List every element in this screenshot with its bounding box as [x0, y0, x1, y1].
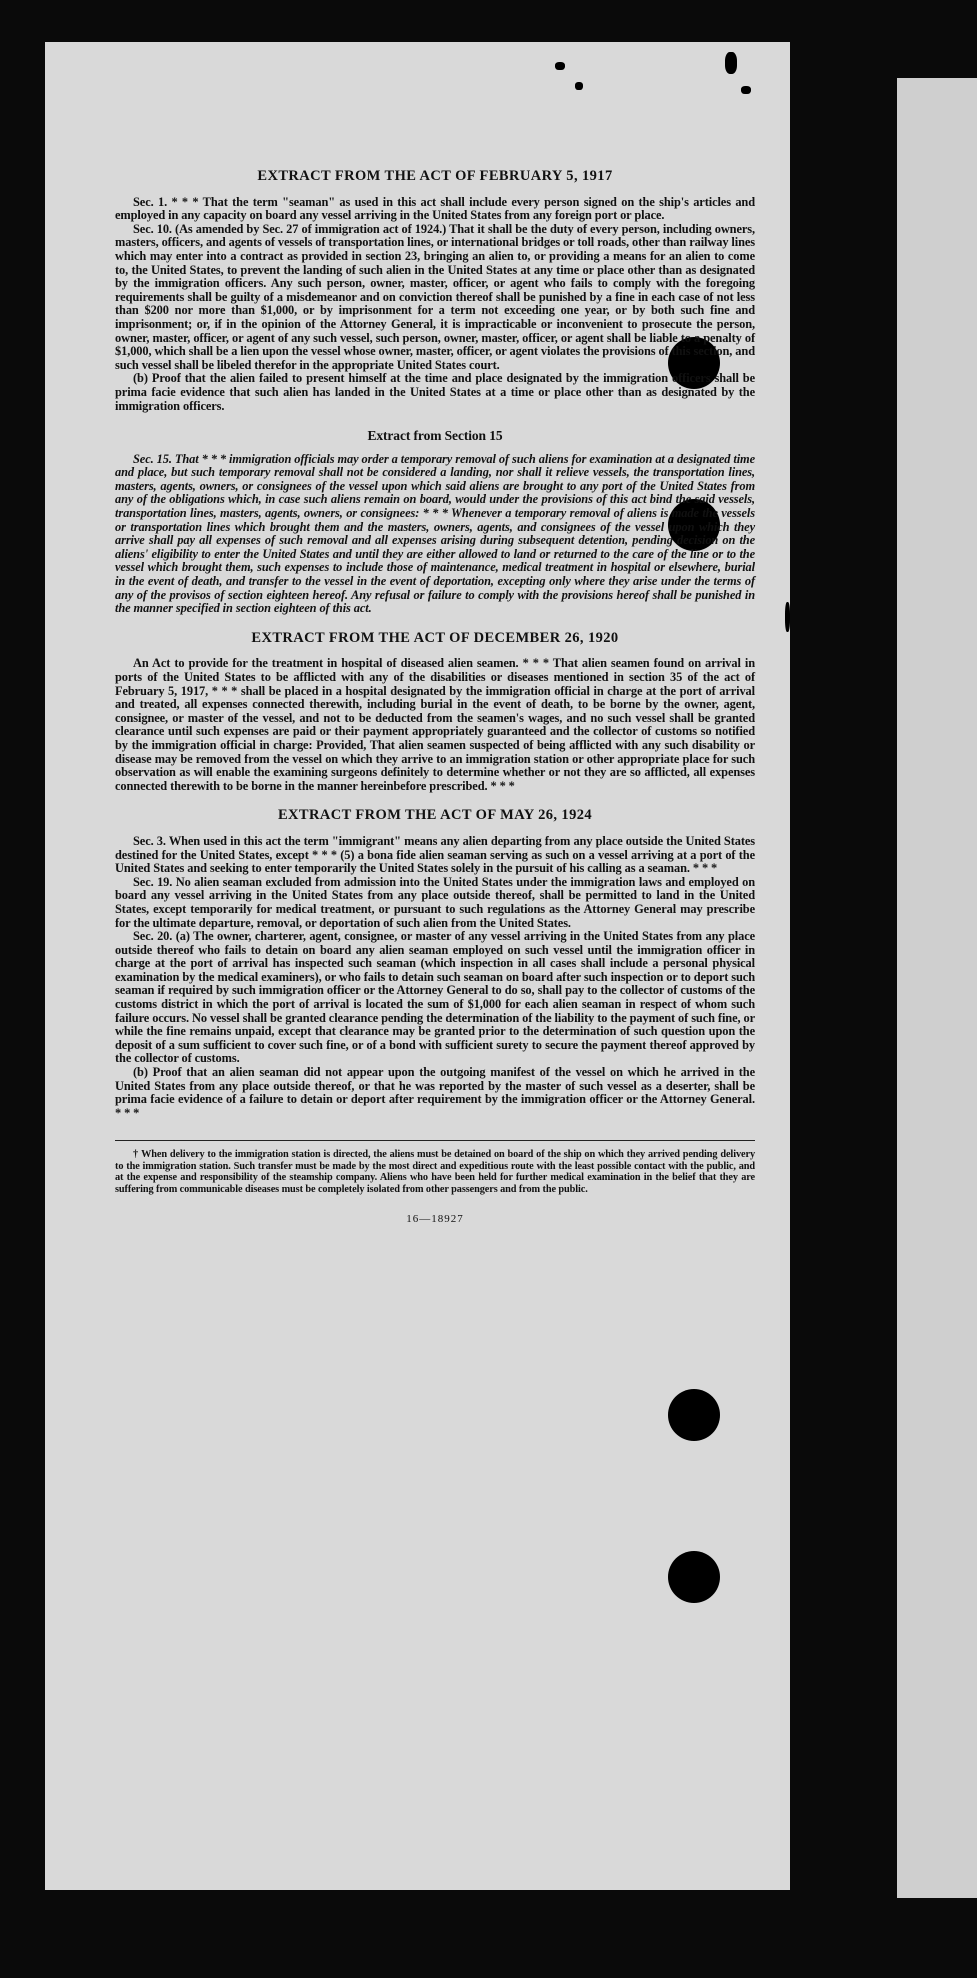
adjacent-page-edge — [897, 78, 977, 1898]
ink-spot — [725, 52, 737, 74]
paragraph-1917-sec1: Sec. 1. * * * That the term "seaman" as used in this act shall include every person signed on the ship's articles and employed in any capacity on board any vessel arriving in the United States from any foreign port or place. — [115, 194, 755, 223]
ink-spot — [785, 602, 790, 632]
heading-act-1917: EXTRACT FROM THE ACT OF FEBRUARY 5, 1917 — [257, 168, 613, 184]
paragraph-act-1920: An Act to provide for the treatment in hospital of diseased alien seamen. * * * That alien seamen found on arrival in ports of the United States to be afflicted with any of the disabilities or diseases mentioned in section 35 of the act of February 5, 1917, * * * shall be placed in a hospital designated by the immigration official in charge at the port of arrival and treated, all expenses connected therewith, including burial in the event of death, to be borne by the owner, agent, consignee, or master of the vessel, and not to be deducted from the seamen's wages, and no such vessel shall be granted clearance until such expenses are paid or their payment appropriately guaranteed and the collector of customs so notified by the immigration official in charge: Provided, That alien seamen suspected of being afflicted with any such disability or disease may be removed from the vessel on which they arrive to an immigration station or other appropriate place for such observation as will enable the examining surgeons definitely to determine whether or not they are so afflicted, all expenses connected therewith to be borne in the manner hereinbefore prescribed. * * * — [115, 656, 755, 793]
paragraph-1924-sec3: Sec. 3. When used in this act the term "immigrant" means any alien departing from any place outside the United States destined for the United States, except * * * (5) a bona fide alien seaman serving as such on a vessel arriving at a port of the United States and seeking to enter temporarily the United States solely in the pursuit of his calling as a seaman. * * * — [115, 833, 755, 876]
form-number: 16—18927 — [406, 1213, 464, 1226]
ink-spot — [741, 86, 751, 94]
subheading-section-15: Extract from Section 15 — [367, 428, 503, 444]
document-body — [115, 170, 755, 1227]
punch-hole — [668, 1389, 720, 1441]
paragraph-1917-sec10b: (b) Proof that the alien failed to present himself at the time and place designated by the immigration officers shall be prima facie evidence that such alien has landed in the United States at a time or place other than as designated by the immigration officers. — [115, 371, 755, 413]
heading-act-1924: EXTRACT FROM THE ACT OF MAY 26, 1924 — [277, 807, 593, 824]
footnote: † When delivery to the immigration station is directed, the aliens must be detained on board of the ship on which they arrived pending delivery to the immigration station. Such transfer must be made by the most direct and expeditious route with the least possible contact with the public, and at the expense and responsibility of the steamship company. Aliens who have been held for further medical examination in the belief that they are suffering from communicable diseases must be completely isolated from other passengers and from the public. — [115, 1149, 755, 1195]
paragraph-1924-sec19: Sec. 19. No alien seaman excluded from admission into the United States under the immigration laws and employed on board any vessel arriving in the United States from any place outside thereof, shall be permitted to land in the United States, except temporarily for medical treatment, or pursuant to such regulations as the Attorney General may prescribe for the ultimate departure, removal, or deportation of such alien from the United States. — [115, 874, 755, 930]
paragraph-section-15: Sec. 15. That * * * immigration officials may order a temporary removal of such aliens for examination at a designated time and place, but such temporary removal shall not be considered a landing, nor shall it relieve vessels, the transportation lines, masters, agents, owners, or consignees of the vessel upon which said aliens are brought to any port of the United States from any of the obligations which, in case such aliens remain on board, would under the provisions of this act bind the said vessels, transportation lines, masters, agents, owners, or consignees: * * * Whenever a temporary removal of aliens is made the vessels or transportation lines which brought them and the masters, owners, agents, and consignees of the vessel upon which they arrive shall pay all expenses of such removal and all expenses arising during subsequent detention, pending decision on the aliens' eligibility to enter the United States and until they are either allowed to land or returned to the care of the line or to the vessel which brought them, such expenses to include those of maintenance, medical treatment in hospital or elsewhere, burial in the event of death, and transfer to the vessel in the event of deportation, excepting only where they arise under the terms of any of the provisos of section eighteen hereof. Any refusal or failure to comply with the provisions hereof shall be punished in the manner specified in section eighteen of this act. — [115, 451, 755, 616]
ink-spot — [555, 62, 565, 70]
document-page — [45, 42, 790, 1890]
ink-spot — [575, 82, 583, 90]
punch-hole — [668, 1551, 720, 1603]
footnote-divider — [115, 1140, 755, 1141]
paragraph-1917-sec10: Sec. 10. (As amended by Sec. 27 of immigration act of 1924.) That it shall be the duty of every person, including owners, masters, officers, and agents of vessels of transportation lines, or international bridges or toll roads, other than railway lines which may enter into a contract as provided in section 23, bringing an alien to, or providing a means for an alien to come to, the United States, to prevent the landing of such alien in the United States at any time or place other than as designated by the immigration officers. Any such person, owner, master, officer, or agent who fails to comply with the foregoing requirements shall be guilty of a misdemeanor and on conviction thereof shall be punished by a fine in each case of not less than $200 nor more than $1,000, or by imprisonment for a term not exceeding one year, or by both such fine and imprisonment; or, if in the opinion of the Attorney General, it is impracticable or inconvenient to prosecute the person, owner, master, officer, or agent of any such vessel, such person, owner, master, officer, or agent shall be liable to a penalty of $1,000, which shall be a lien upon the vessel whose owner, master, officer, or agent violates the provisions of this section, and such vessel shall be libeled therefor in the appropriate United States court. — [115, 221, 756, 372]
paragraph-1924-sec20b: (b) Proof that an alien seaman did not appear upon the outgoing manifest of the vessel on which he arrived in the United States from any place outside thereof, or that he was reported by the master of such vessel as a deserter, shall be prima facie evidence of a failure to detain or deport after requirement by the immigration officer or the Attorney General. * * * — [115, 1065, 755, 1120]
heading-act-1920: EXTRACT FROM THE ACT OF DECEMBER 26, 1920 — [251, 629, 619, 646]
paragraph-1924-sec20a: Sec. 20. (a) The owner, charterer, agent, consignee, or master of any vessel arriving in the United States from any place outside thereof who fails to detain on board any alien seaman employed on such vessel until the immigration officer in charge at the port of arrival has inspected such seaman (which inspection in all cases shall include a personal physical examination by the medical examiners), or who fails to detain such seaman on board after such inspection or to deport such seaman if required by such immigration officer or the Attorney General to do so, shall pay to the collector of customs of the customs district in which the port of arrival is located the sum of $1,000 for each alien seaman in respect of whom such failure occurs. No vessel shall be granted clearance pending the determination of the liability to the payment of such fine, or while the fine remains unpaid, except that clearance may be granted prior to the determination of such question upon the deposit of a sum sufficient to cover such fine, or of a bond with sufficient surety to secure the payment thereof approved by the collector of customs. — [115, 929, 755, 1066]
